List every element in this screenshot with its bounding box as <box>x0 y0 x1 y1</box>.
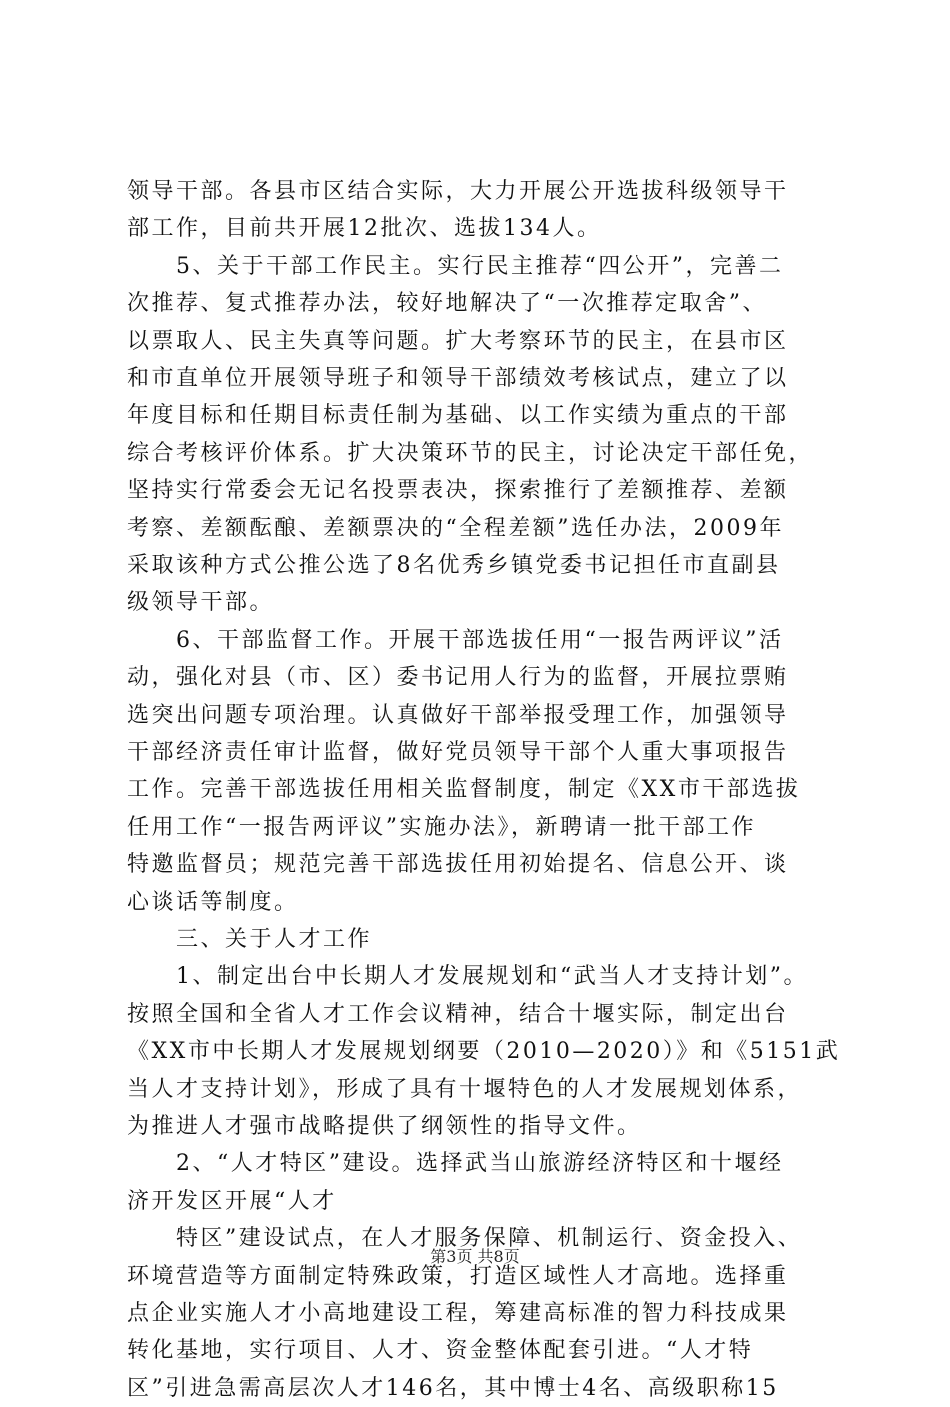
text-line: 坚持实行常委会无记名投票表决，探索推行了差额推荐、差额 <box>127 478 789 504</box>
text-line: 工作。完善干部选拔任用相关监督制度，制定《XX市干部选拔 <box>127 777 801 803</box>
text-line: 综合考核评价体系。扩大决策环节的民主，讨论决定干部任免， <box>127 440 814 466</box>
text-line: 为推进人才强市战略提供了纲领性的指导文件。 <box>127 1114 642 1139</box>
text-line: 5、关于干部工作民主。实行民主推荐“四公开”，完善二 <box>127 253 784 279</box>
text-line: 年度目标和任期目标责任制为基础、以工作实绩为重点的干部 <box>127 403 789 429</box>
text-line: 部工作，目前共开展12批次、选拔134人。 <box>127 216 602 242</box>
text-line: 按照全国和全省人才工作会议精神，结合十堰实际，制定出台 <box>127 1001 789 1027</box>
text-line: 和市直单位开展领导班子和领导干部绩效考核试点，建立了以 <box>127 366 789 391</box>
text-line: 任用工作“一报告两评议”实施办法》，新聘请一批干部工作 <box>127 814 756 840</box>
text-line: 采取该种方式公推公选了8名优秀乡镇党委书记担任市直副县 <box>127 553 781 578</box>
page-footer: 第3页 共8页 <box>430 1247 520 1266</box>
text-line: 次推荐、复式推荐办法，较好地解决了“一次推荐定取舍”、 <box>127 291 767 317</box>
text-line: 干部经济责任审计监督，做好党员领导干部个人重大事项报告 <box>127 740 789 765</box>
text-line: 1、制定出台中长期人才发展规划和“武当人才支持计划”。 <box>127 964 808 990</box>
text-line: 三、关于人才工作 <box>127 927 373 952</box>
text-line: 特区”建设试点，在人才服务保障、机制运行、资金投入、 <box>127 1226 803 1252</box>
text-line: 《XX市中长期人才发展规划纲要（2010—2020）》和《5151武 <box>127 1039 841 1065</box>
text-line: 6、干部监督工作。开展干部选拔任用“一报告两评议”活 <box>127 627 784 653</box>
text-line: 区”引进急需高层次人才146名，其中博士4名、高级职称15 <box>127 1375 779 1401</box>
text-line: 环境营造等方面制定特殊政策，打造区域性人才高地。选择重 <box>127 1263 789 1289</box>
text-line: 当人才支持计划》，形成了具有十堰特色的人才发展规划体系， <box>127 1076 803 1102</box>
text-line: 心谈话等制度。 <box>127 889 299 915</box>
text-line: 以票取人、民主失真等问题。扩大考察环节的民主，在县市区 <box>127 328 789 354</box>
text-line: 动，强化对县（市、区）委书记用人行为的监督，开展拉票贿 <box>127 665 789 691</box>
text-line: 选突出问题专项治理。认真做好干部举报受理工作，加强领导 <box>127 702 789 728</box>
text-line: 济开发区开展“人才 <box>127 1188 337 1214</box>
text-line: 考察、差额酝酿、差额票决的“全程差额”选任办法，2009年 <box>127 515 784 541</box>
text-line: 领导干部。各县市区结合实际，大力开展公开选拔科级领导干 <box>127 179 789 204</box>
text-line: 转化基地，实行项目、人才、资金整体配套引进。“人才特 <box>127 1338 754 1364</box>
text-line: 点企业实施人才小高地建设工程，筹建高标准的智力科技成果 <box>127 1301 789 1326</box>
text-line: 特邀监督员；规范完善干部选拔任用初始提名、信息公开、谈 <box>127 852 789 878</box>
text-line: 2、“人才特区”建设。选择武当山旅游经济特区和十堰经 <box>127 1151 784 1177</box>
text-line: 级领导干部。 <box>127 590 275 616</box>
